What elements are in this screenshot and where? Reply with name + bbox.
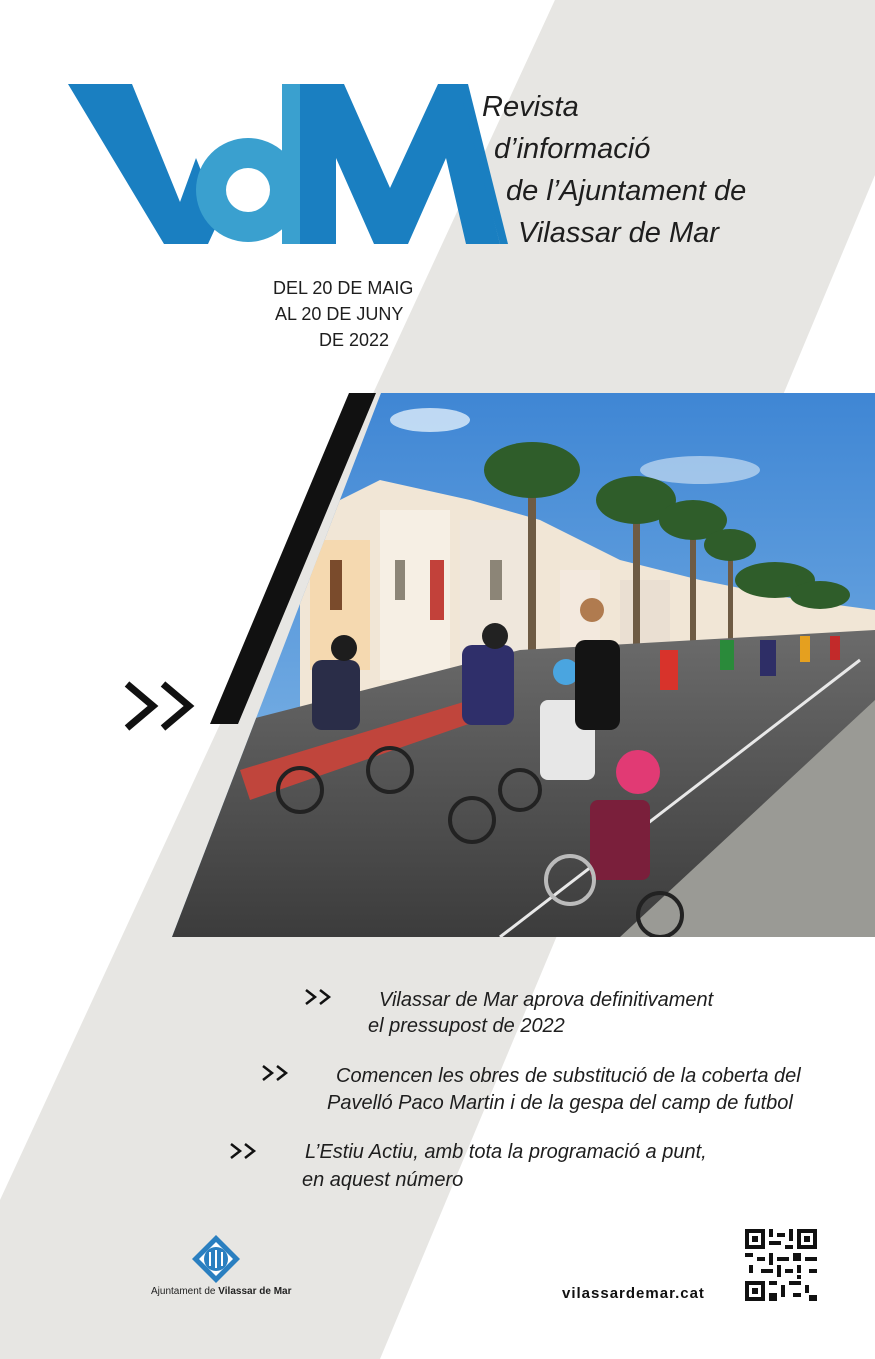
news-item — [302, 1166, 463, 1194]
double-chevron-icon — [229, 1142, 259, 1160]
double-chevron-icon — [261, 1064, 291, 1082]
news-item — [368, 1012, 565, 1040]
website-link[interactable]: vilassardemar.cat — [562, 1285, 705, 1302]
ajuntament-name: Vilassar de Mar — [218, 1286, 292, 1297]
news-line: Comencen les obres de substitució de la coberta del — [336, 1065, 801, 1087]
issue-date-line: DE 2022 — [319, 330, 390, 350]
issue-date-line: DEL 20 DE MAIG — [273, 278, 414, 298]
news-line: L’Estiu Actiu, amb tota la programació a punt, — [305, 1141, 707, 1163]
news-line: Pavelló Paco Martin i de la gespa del camp de futbol — [327, 1092, 793, 1114]
ajuntament-prefix: Ajuntament de — [151, 1286, 216, 1297]
news-line: el pressupost de 2022 — [368, 1015, 565, 1037]
ajuntament-wordmark — [151, 1286, 291, 1297]
news-line: Vilassar de Mar aprova definitivament — [379, 989, 714, 1011]
tagline-line: d’informació — [494, 133, 651, 165]
news-item — [336, 1062, 801, 1090]
tagline-line: de l’Ajuntament de — [506, 175, 747, 207]
news-item — [379, 986, 713, 1014]
double-chevron-icon — [123, 678, 197, 734]
double-chevron-icon — [304, 988, 334, 1006]
news-item — [327, 1089, 793, 1117]
ajuntament-seal-icon — [190, 1233, 242, 1285]
qr-code-icon[interactable] — [745, 1229, 817, 1301]
tagline-line: Vilassar de Mar — [518, 217, 719, 249]
issue-date-line: AL 20 DE JUNY — [275, 304, 404, 324]
tagline-line: Revista — [482, 91, 579, 123]
news-line: en aquest número — [302, 1169, 464, 1191]
news-item — [305, 1138, 707, 1166]
